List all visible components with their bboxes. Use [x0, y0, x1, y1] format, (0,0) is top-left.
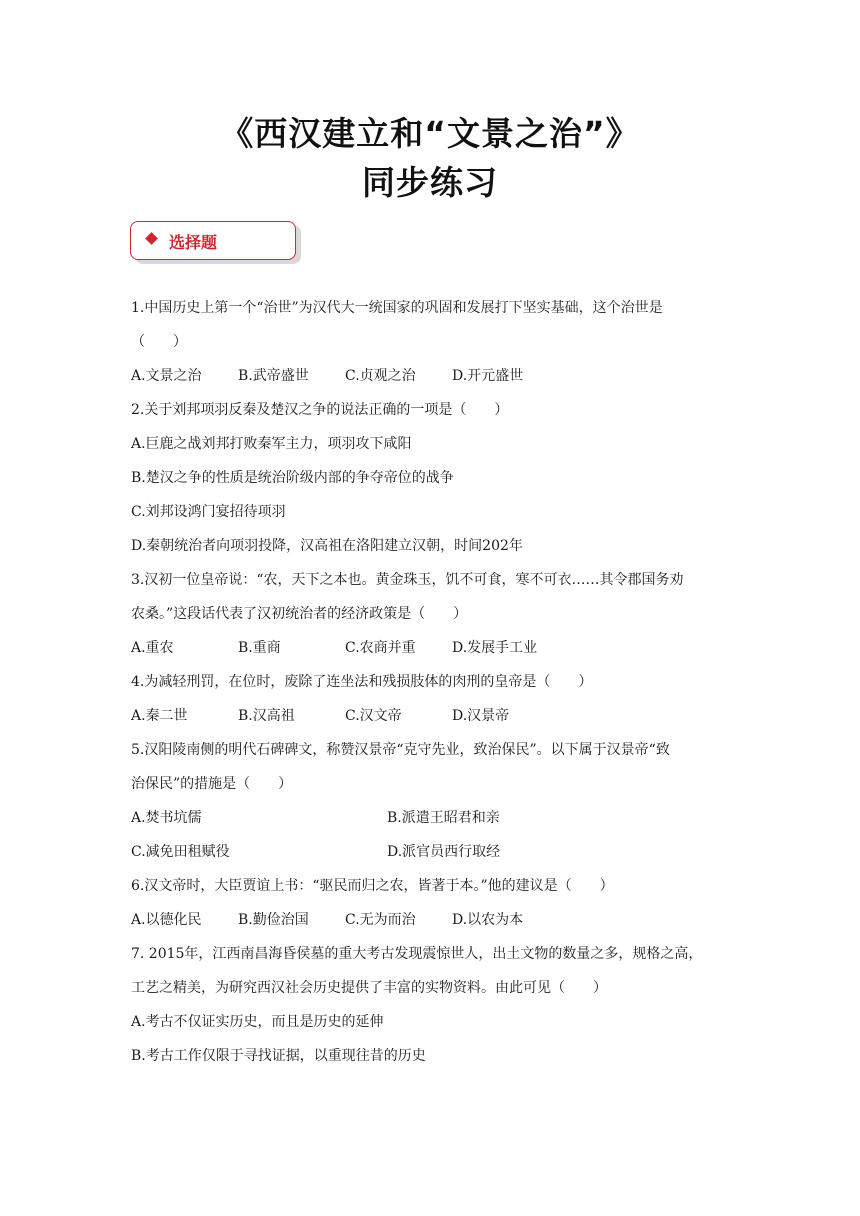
document-subtitle: 同步练习 [362, 163, 498, 202]
option-b: B.勤俭治国 [238, 912, 309, 928]
option-a: A.巨鹿之战刘邦打败秦军主力，项羽攻下咸阳 [131, 436, 412, 452]
question-1-stem-line-2: （ ） [131, 334, 187, 350]
question-7-stem-line-1: 7. 2015年，江西南昌海昏侯墓的重大考古发现震惊世人，出土文物的数量之多，规格之高， [131, 946, 703, 962]
option-c: C.贞观之治 [345, 368, 416, 384]
question-5-stem-line-2: 治保民”的措施是（ ） [131, 776, 293, 792]
option-a: A.焚书坑儒 [131, 810, 202, 826]
question-3-stem-line-1: 3.汉初一位皇帝说：“农，天下之本也。黄金珠玉，饥不可食，寒不可衣……其令郡国务劝 [131, 572, 684, 588]
question-list [131, 291, 731, 1073]
section-label: 选择题 [169, 233, 218, 252]
question-1-options [131, 359, 731, 393]
question-2-stem: 2.关于刘邦项羽反秦及楚汉之争的说法正确的一项是（ ） [131, 402, 509, 418]
option-a: A.考古不仅证实历史，而且是历史的延伸 [131, 1014, 384, 1030]
question-3-stem-line-2: 农桑。”这段话代表了汉初统治者的经济政策是（ ） [131, 606, 468, 622]
option-d: D.以农为本 [452, 912, 524, 928]
diamond-bullet-icon [145, 232, 158, 245]
option-d: D.派官员西行取经 [387, 844, 501, 860]
option-c: C.刘邦设鸿门宴招待项羽 [131, 504, 286, 520]
option-b: B.重商 [238, 640, 281, 656]
option-a: A.重农 [131, 640, 174, 656]
question-5-options-row-2 [131, 835, 731, 869]
question-5-stem-line-1: 5.汉阳陵南侧的明代石碑碑文，称赞汉景帝“克守先业，致治保民”。以下属于汉景帝“致 [131, 742, 670, 758]
option-d: D.汉景帝 [452, 708, 510, 724]
question-4-options [131, 699, 731, 733]
question-1-stem-line-1: 1.中国历史上第一个“治世”为汉代大一统国家的巩固和发展打下坚实基础，这个治世是 [131, 300, 663, 316]
option-a: A.秦二世 [131, 708, 188, 724]
option-b: B.派遣王昭君和亲 [387, 810, 500, 826]
document-title: 《西汉建立和“文景之治”》 [220, 114, 640, 153]
option-d: D.发展手工业 [452, 640, 538, 656]
option-a: A.以德化民 [131, 912, 202, 928]
option-c: C.农商并重 [345, 640, 416, 656]
option-c: C.减免田租赋役 [131, 844, 230, 860]
option-b: B.武帝盛世 [238, 368, 309, 384]
question-5-options-row-1 [131, 801, 731, 835]
option-c: C.无为而治 [345, 912, 416, 928]
question-6-options [131, 903, 731, 937]
question-6-stem: 6.汉文帝时，大臣贾谊上书：“驱民而归之农，皆著于本。”他的建议是（ ） [131, 878, 614, 894]
option-b: B.汉高祖 [238, 708, 295, 724]
option-d: D.秦朝统治者向项羽投降，汉高祖在洛阳建立汉朝，时间202年 [131, 538, 523, 554]
question-7-stem-line-2: 工艺之精美，为研究西汉社会历史提供了丰富的实物资料。由此可见（ ） [131, 980, 607, 996]
option-d: D.开元盛世 [452, 368, 524, 384]
option-b: B.楚汉之争的性质是统治阶级内部的争夺帝位的战争 [131, 470, 454, 486]
question-4-stem: 4.为减轻刑罚，在位时，废除了连坐法和残损肢体的肉刑的皇帝是（ ） [131, 674, 593, 690]
option-b: B.考古工作仅限于寻找证据，以重现往昔的历史 [131, 1048, 426, 1064]
option-a: A.文景之治 [131, 368, 202, 384]
section-header-multiple-choice [130, 221, 296, 260]
option-c: C.汉文帝 [345, 708, 402, 724]
question-3-options [131, 631, 731, 665]
